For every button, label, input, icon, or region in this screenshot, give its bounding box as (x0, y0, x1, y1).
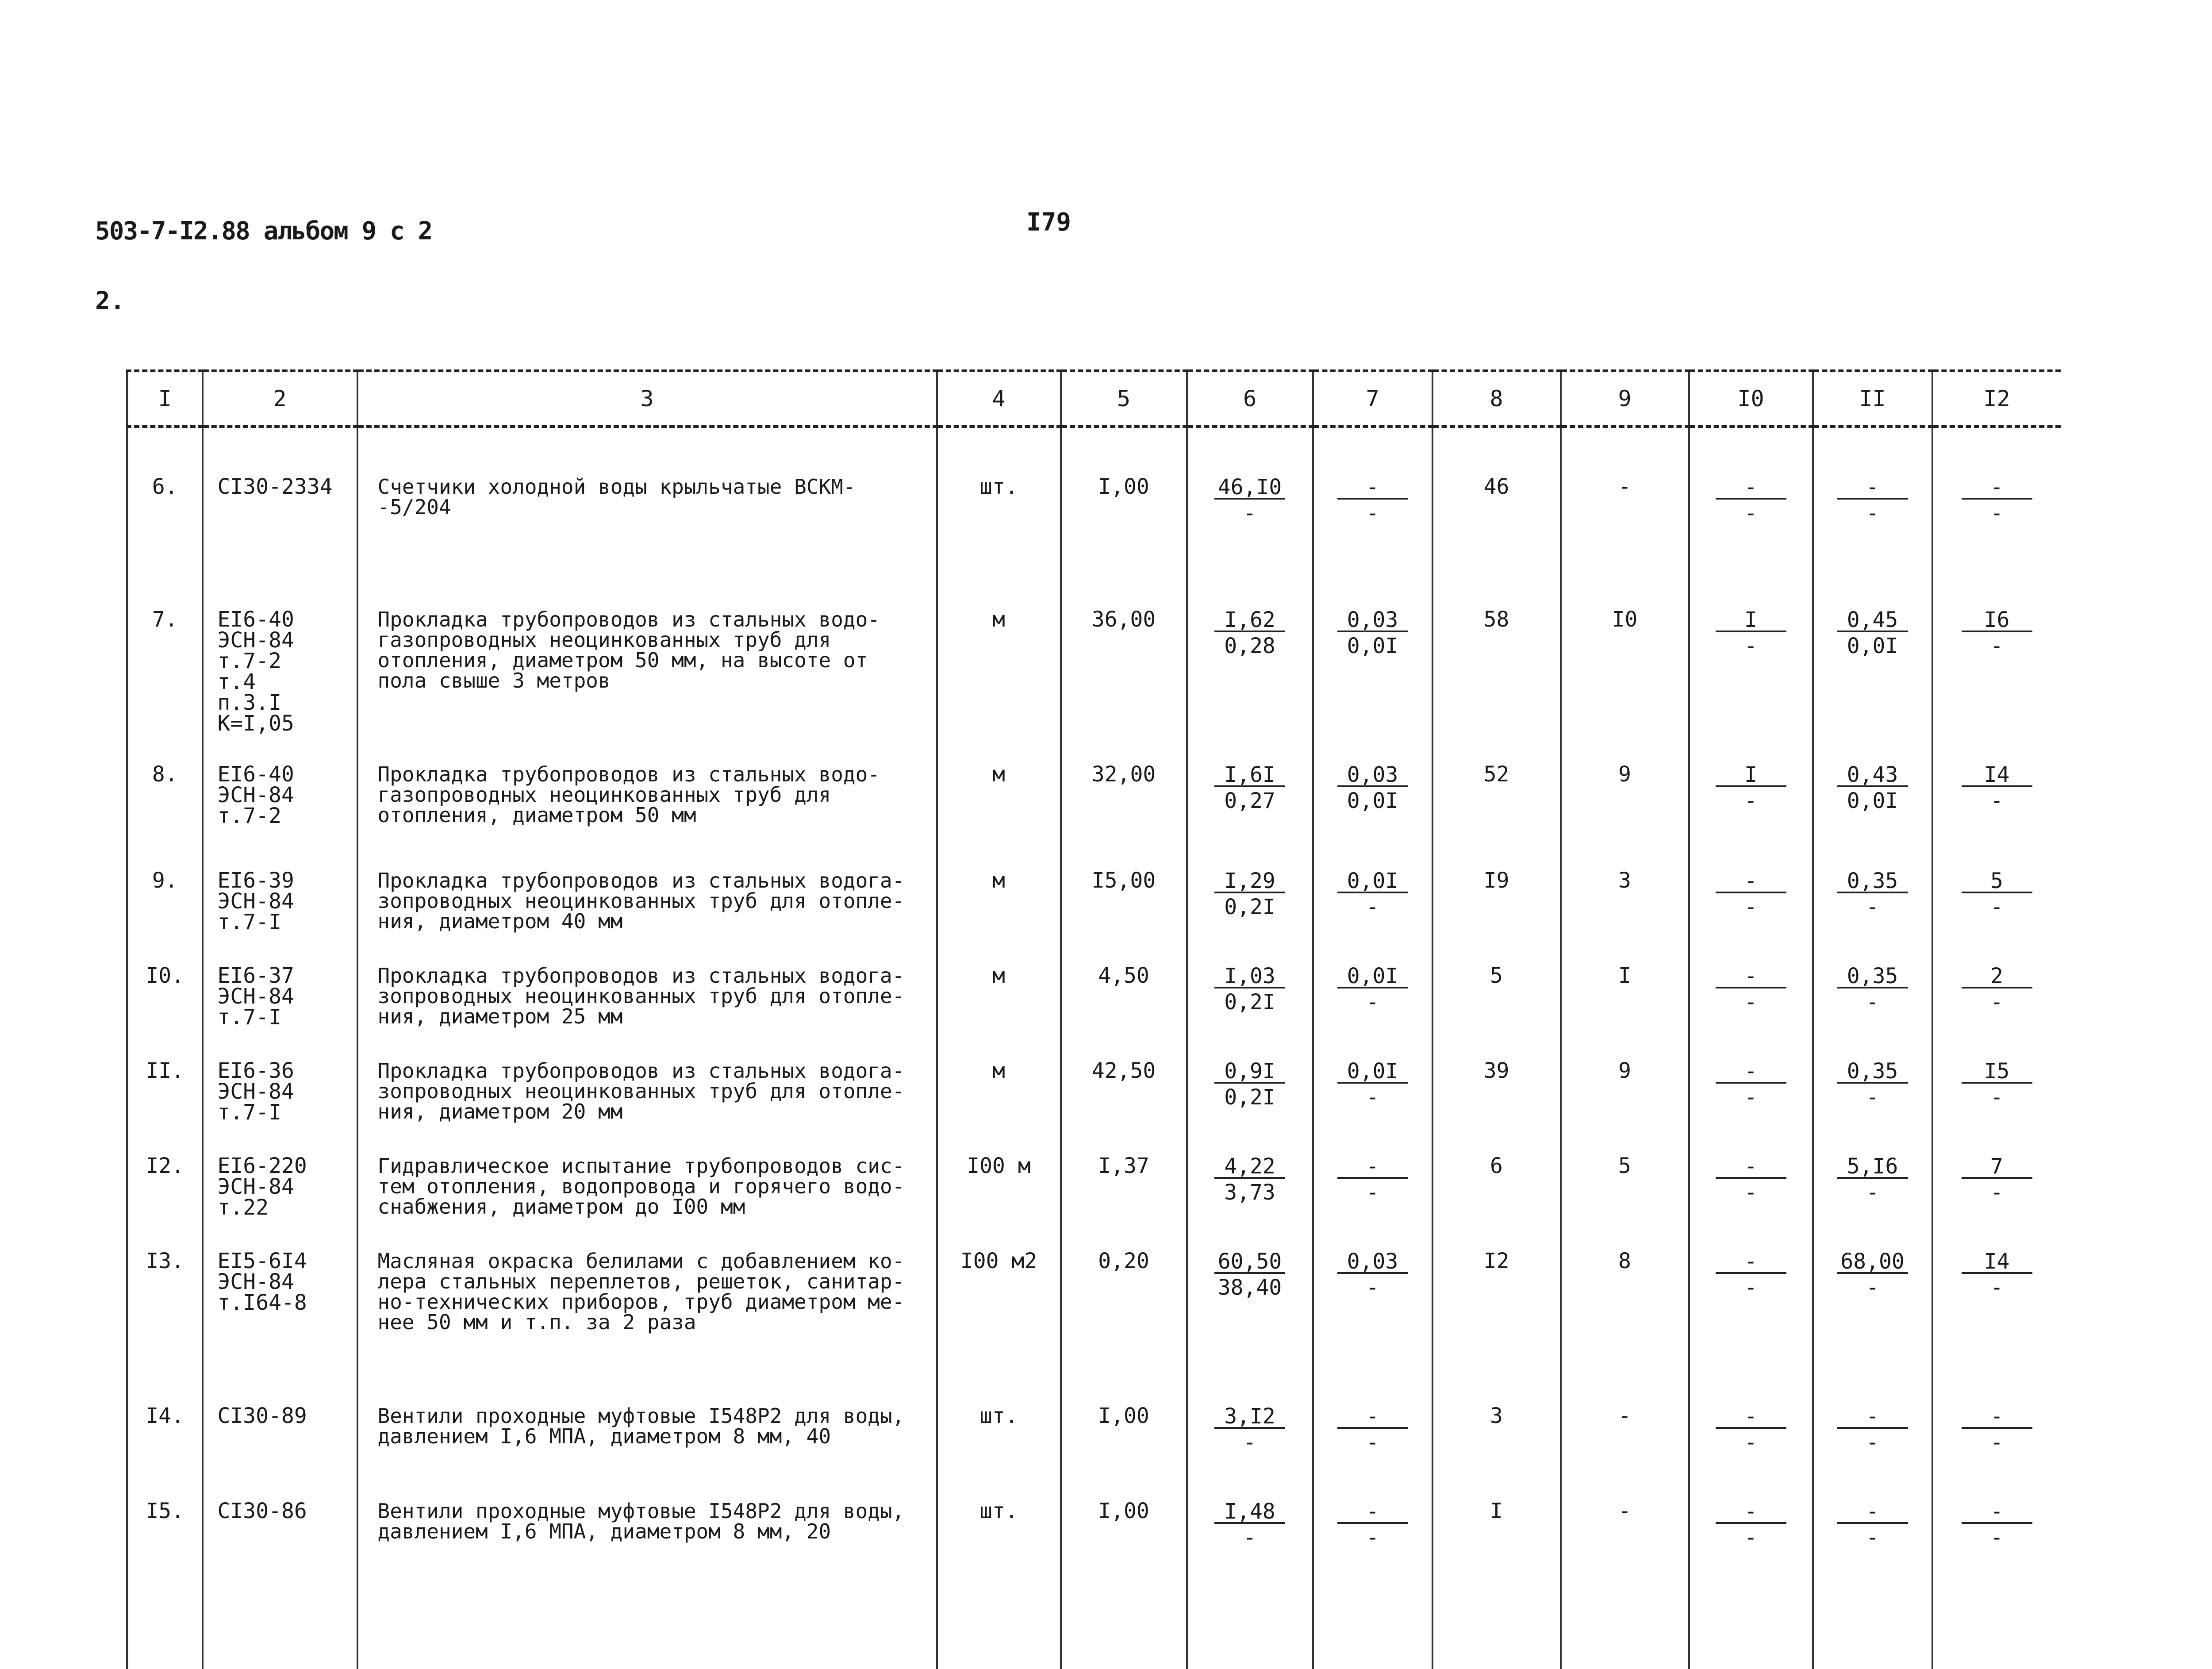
value-cell (1187, 1156, 1313, 1251)
value-cell (1689, 427, 1813, 609)
fraction-bottom: - (1744, 895, 1757, 919)
work-description: Прокладка трубопроводов из стальных водо- газопроводных неоцинкованных труб для отопления, диаметром 50 мм (357, 764, 937, 870)
fraction-top: - (1716, 1501, 1786, 1524)
fraction-bottom: - (1744, 501, 1757, 526)
fraction (1837, 1251, 1908, 1301)
work-description: Вентили проходные муфтовые I548Р2 для воды, давлением I,6 МПА, диаметром 8 мм, 20 (357, 1501, 937, 1669)
fraction-bottom: - (1744, 1525, 1757, 1550)
fraction (1337, 1061, 1408, 1111)
fraction (1214, 1251, 1285, 1301)
value-cell (1813, 1501, 1932, 1669)
value-cell (1313, 609, 1432, 764)
table-row (127, 965, 2061, 1061)
value-cell: 46 (1432, 427, 1561, 609)
fraction (1716, 1251, 1786, 1301)
fraction (1716, 609, 1786, 660)
fraction-bottom: - (1866, 1430, 1879, 1455)
fraction-top: I,03 (1214, 965, 1285, 988)
fraction-bottom: 0,0I (1847, 788, 1898, 813)
column-header: 7 (1313, 371, 1432, 427)
fraction-top: - (1962, 1406, 2032, 1429)
value-cell (1689, 1061, 1813, 1156)
value-cell (1932, 1156, 2061, 1251)
fraction-top: - (1337, 1501, 1408, 1524)
fraction (1337, 1251, 1408, 1301)
value-cell (1187, 764, 1313, 870)
value-cell (1689, 609, 1813, 764)
fraction-bottom: - (1990, 1275, 2003, 1300)
value-cell (1813, 1156, 1932, 1251)
fraction (1337, 1501, 1408, 1551)
row-number: 6. (127, 427, 203, 609)
fraction-bottom: - (1366, 895, 1379, 919)
value-cell (1313, 1156, 1432, 1251)
fraction (1716, 965, 1786, 1016)
fraction-top: 2 (1962, 965, 2032, 988)
fraction-top: - (1716, 1061, 1786, 1084)
fraction (1962, 1061, 2032, 1111)
fraction-top: I6 (1962, 609, 2032, 632)
fraction-top: 0,03 (1337, 609, 1408, 632)
fraction (1214, 1061, 1285, 1111)
fraction-bottom: - (1744, 1085, 1757, 1110)
value-cell (1187, 427, 1313, 609)
column-header: 4 (937, 371, 1061, 427)
value-cell: - (1561, 427, 1689, 609)
fraction (1837, 764, 1908, 815)
fraction (1837, 1406, 1908, 1456)
fraction-top: - (1837, 1406, 1908, 1429)
table-row (127, 1061, 2061, 1156)
column-header: 6 (1187, 371, 1313, 427)
table-row (127, 870, 2061, 965)
value-cell (1689, 764, 1813, 870)
fraction (1716, 477, 1786, 527)
fraction (1716, 1156, 1786, 1206)
work-description: Гидравлическое испытание трубопроводов сис- тем отопления, водопровода и горячего водо- снабжения, диаметром до I00 мм (357, 1156, 937, 1251)
value-cell (1813, 1061, 1932, 1156)
fraction-top: - (1337, 1156, 1408, 1179)
work-description: Масляная окраска белилами с добавлением ко- лера стальных переплетов, решеток, санитар- но-технических приборов, труб диаметром ме- нее 50 мм и т.п. за 2 раза (357, 1251, 937, 1406)
fraction-bottom: - (1366, 501, 1379, 526)
fraction-top: - (1962, 1501, 2032, 1524)
value-cell (1932, 1501, 2061, 1669)
value-cell (1932, 427, 2061, 609)
fraction-top: 0,35 (1837, 870, 1908, 893)
row-number: I2. (127, 1156, 203, 1251)
norm-code: EI6-40 ЭСН-84 т.7-2 (203, 764, 357, 870)
unit-of-measure: I00 м2 (937, 1251, 1061, 1406)
value-cell: 6 (1432, 1156, 1561, 1251)
value-cell: 9 (1561, 1061, 1689, 1156)
value-cell (1689, 1156, 1813, 1251)
work-description: Прокладка трубопроводов из стальных водо- газопроводных неоцинкованных труб для отопления, диаметром 50 мм, на высоте от пола свыше 3 метров (357, 609, 937, 764)
fraction-bottom: - (1990, 634, 2003, 658)
quantity: 32,00 (1061, 764, 1187, 870)
norm-code: EI6-40 ЭСН-84 т.7-2 т.4 п.3.I К=I,05 (203, 609, 357, 764)
fraction-top: - (1337, 477, 1408, 500)
fraction (1214, 1156, 1285, 1206)
value-cell: I (1561, 965, 1689, 1061)
fraction-top: I4 (1962, 1251, 2032, 1274)
work-description: Прокладка трубопроводов из стальных водога- зопроводных неоцинкованных труб для отопле- ния, диаметром 40 мм (357, 870, 937, 965)
fraction (1962, 1501, 2032, 1551)
value-cell (1932, 764, 2061, 870)
fraction-top: I (1716, 764, 1786, 787)
fraction-top: - (1716, 1156, 1786, 1179)
fraction-bottom: 0,28 (1224, 634, 1275, 658)
norm-code: EI6-36 ЭСН-84 т.7-I (203, 1061, 357, 1156)
value-cell (1689, 1406, 1813, 1501)
fraction-top: - (1716, 870, 1786, 893)
fraction-bottom: - (1866, 501, 1879, 526)
fraction-top: - (1716, 1251, 1786, 1274)
table-row (127, 1501, 2061, 1669)
fraction (1337, 764, 1408, 815)
fraction (1716, 1501, 1786, 1551)
fraction-bottom: - (1744, 1430, 1757, 1455)
value-cell (1313, 427, 1432, 609)
fraction (1716, 1061, 1786, 1111)
fraction (1837, 609, 1908, 660)
fraction (1837, 1501, 1908, 1551)
value-cell (1313, 870, 1432, 965)
fraction-bottom: 0,2I (1224, 990, 1275, 1015)
fraction-top: 0,03 (1337, 764, 1408, 787)
fraction-bottom: - (1866, 990, 1879, 1015)
fraction-bottom: 0,0I (1847, 634, 1898, 658)
value-cell (1187, 1406, 1313, 1501)
fraction-top: 5,I6 (1837, 1156, 1908, 1179)
fraction-bottom: - (1366, 990, 1379, 1015)
quantity: I,37 (1061, 1156, 1187, 1251)
value-cell: - (1561, 1501, 1689, 1669)
quantity: I5,00 (1061, 870, 1187, 965)
fraction-top: - (1716, 965, 1786, 988)
norm-code: CI30-89 (203, 1406, 357, 1501)
fraction (1214, 477, 1285, 527)
fraction-bottom: - (1866, 1180, 1879, 1205)
row-number: 8. (127, 764, 203, 870)
fraction-top: 0,0I (1337, 870, 1408, 893)
fraction (1962, 870, 2032, 921)
fraction-top: - (1716, 477, 1786, 500)
fraction (1962, 965, 2032, 1016)
value-cell (1813, 870, 1932, 965)
value-cell (1813, 965, 1932, 1061)
value-cell (1187, 1501, 1313, 1669)
value-cell (1932, 1251, 2061, 1406)
document-code: 503-7-I2.88 альбом 9 с 2 (95, 217, 432, 246)
fraction-bottom: - (1990, 1085, 2003, 1110)
fraction-bottom: 0,27 (1224, 788, 1275, 813)
fraction (1837, 1061, 1908, 1111)
fraction-bottom: - (1744, 1275, 1757, 1300)
value-cell: I9 (1432, 870, 1561, 965)
value-cell: 9 (1561, 764, 1689, 870)
value-cell (1932, 1061, 2061, 1156)
fraction (1214, 764, 1285, 815)
table-row (127, 609, 2061, 764)
page-number: I79 (1026, 208, 1071, 237)
quantity: 4,50 (1061, 965, 1187, 1061)
quantity: 0,20 (1061, 1251, 1187, 1406)
fraction-bottom: - (1366, 1430, 1379, 1455)
fraction-bottom: - (1366, 1180, 1379, 1205)
value-cell: I (1432, 1501, 1561, 1669)
column-header-row (127, 371, 2061, 427)
unit-of-measure: м (937, 609, 1061, 764)
fraction-top: - (1837, 1501, 1908, 1524)
fraction-top: I,6I (1214, 764, 1285, 787)
value-cell (1313, 1501, 1432, 1669)
fraction-top: - (1716, 1406, 1786, 1429)
fraction-top: 46,I0 (1214, 477, 1285, 500)
value-cell: - (1561, 1406, 1689, 1501)
fraction-top: 68,00 (1837, 1251, 1908, 1274)
value-cell (1187, 609, 1313, 764)
fraction-bottom: - (1243, 501, 1256, 526)
row-number: I4. (127, 1406, 203, 1501)
value-cell (1813, 1406, 1932, 1501)
unit-of-measure: м (937, 1061, 1061, 1156)
value-cell (1313, 1406, 1432, 1501)
fraction-bottom: - (1990, 895, 2003, 919)
fraction-bottom: - (1990, 501, 2003, 526)
value-cell (1313, 1251, 1432, 1406)
value-cell: 52 (1432, 764, 1561, 870)
value-cell (1932, 609, 2061, 764)
column-header: 8 (1432, 371, 1561, 427)
value-cell: 5 (1561, 1156, 1689, 1251)
value-cell: 8 (1561, 1251, 1689, 1406)
fraction-bottom: - (1366, 1525, 1379, 1550)
value-cell (1313, 764, 1432, 870)
fraction (1214, 1406, 1285, 1456)
fraction (1962, 1251, 2032, 1301)
fraction-bottom: 0,2I (1224, 1085, 1275, 1110)
fraction-bottom: - (1990, 990, 2003, 1015)
value-cell (1187, 870, 1313, 965)
norm-code: EI6-220 ЭСН-84 т.22 (203, 1156, 357, 1251)
fraction-top: - (1337, 1406, 1408, 1429)
column-header: 5 (1061, 371, 1187, 427)
fraction (1837, 477, 1908, 527)
fraction-bottom: - (1990, 1180, 2003, 1205)
value-cell (1689, 870, 1813, 965)
fraction (1337, 477, 1408, 527)
row-number: II. (127, 1061, 203, 1156)
table-row (127, 764, 2061, 870)
fraction (1214, 870, 1285, 921)
fraction-top: I,48 (1214, 1501, 1285, 1524)
value-cell (1689, 1501, 1813, 1669)
row-number: 9. (127, 870, 203, 965)
fraction-bottom: - (1744, 788, 1757, 813)
fraction-top: 5 (1962, 870, 2032, 893)
norm-code: EI6-37 ЭСН-84 т.7-I (203, 965, 357, 1061)
value-cell (1187, 1251, 1313, 1406)
fraction (1214, 1501, 1285, 1551)
fraction-top: I4 (1962, 764, 2032, 787)
value-cell (1187, 1061, 1313, 1156)
column-header: 2 (203, 371, 357, 427)
fraction (1214, 965, 1285, 1016)
norm-code: CI30-2334 (203, 427, 357, 609)
fraction-top: 0,43 (1837, 764, 1908, 787)
row-number: I3. (127, 1251, 203, 1406)
fraction-bottom: - (1243, 1430, 1256, 1455)
value-cell: 3 (1561, 870, 1689, 965)
fraction (1716, 764, 1786, 815)
column-header: I0 (1689, 371, 1813, 427)
unit-of-measure: м (937, 764, 1061, 870)
fraction-bottom: 3,73 (1224, 1180, 1275, 1205)
row-number: 7. (127, 609, 203, 764)
fraction-top: 0,35 (1837, 1061, 1908, 1084)
table-row (127, 1251, 2061, 1406)
fraction (1962, 764, 2032, 815)
table-row (127, 1156, 2061, 1251)
fraction-top: 7 (1962, 1156, 2032, 1179)
fraction-bottom: 0,0I (1347, 788, 1398, 813)
value-cell: 3 (1432, 1406, 1561, 1501)
fraction (1837, 870, 1908, 921)
value-cell (1813, 1251, 1932, 1406)
column-header: II (1813, 371, 1932, 427)
fraction-top: 0,0I (1337, 965, 1408, 988)
fraction (1962, 609, 2032, 660)
norm-code: EI5-6I4 ЭСН-84 т.I64-8 (203, 1251, 357, 1406)
row-number: I0. (127, 965, 203, 1061)
value-cell: 58 (1432, 609, 1561, 764)
fraction-bottom: - (1744, 1180, 1757, 1205)
table-row (127, 427, 2061, 609)
fraction-bottom: - (1866, 1085, 1879, 1110)
quantity: I,00 (1061, 1501, 1187, 1669)
table-row (127, 1406, 2061, 1501)
fraction (1337, 609, 1408, 660)
value-cell (1932, 965, 2061, 1061)
column-header: I (127, 371, 203, 427)
fraction-top: I,29 (1214, 870, 1285, 893)
fraction-bottom: - (1866, 895, 1879, 919)
value-cell: 5 (1432, 965, 1561, 1061)
fraction-bottom: - (1990, 1525, 2003, 1550)
fraction (1337, 1156, 1408, 1206)
fraction (1716, 1406, 1786, 1456)
fraction (1716, 870, 1786, 921)
fraction-top: 4,22 (1214, 1156, 1285, 1179)
value-cell (1689, 1251, 1813, 1406)
value-cell: I0 (1561, 609, 1689, 764)
value-cell (1813, 764, 1932, 870)
fraction-top: - (1837, 477, 1908, 500)
fraction-top: I5 (1962, 1061, 2032, 1084)
value-cell (1813, 609, 1932, 764)
fraction-bottom: - (1366, 1275, 1379, 1300)
fraction-bottom: 0,0I (1347, 634, 1398, 658)
fraction-top: 0,35 (1837, 965, 1908, 988)
fraction-bottom: - (1866, 1275, 1879, 1300)
fraction (1962, 1406, 2032, 1456)
value-cell (1313, 965, 1432, 1061)
unit-of-measure: м (937, 965, 1061, 1061)
fraction (1962, 477, 2032, 527)
value-cell: I2 (1432, 1251, 1561, 1406)
fraction-top: I (1716, 609, 1786, 632)
work-description: Счетчики холодной воды крыльчатые ВСКМ- -5/204 (357, 427, 937, 609)
norm-code: EI6-39 ЭСН-84 т.7-I (203, 870, 357, 965)
value-cell (1313, 1061, 1432, 1156)
fraction (1337, 870, 1408, 921)
fraction-top: 3,I2 (1214, 1406, 1285, 1429)
unit-of-measure: шт. (937, 1501, 1061, 1669)
quantity: I,00 (1061, 427, 1187, 609)
fraction-top: 0,9I (1214, 1061, 1285, 1084)
quantity: I,00 (1061, 1406, 1187, 1501)
quantity: 42,50 (1061, 1061, 1187, 1156)
fraction (1837, 965, 1908, 1016)
fraction (1837, 1156, 1908, 1206)
fraction-bottom: - (1990, 788, 2003, 813)
quantity: 36,00 (1061, 609, 1187, 764)
unit-of-measure: I00 м (937, 1156, 1061, 1251)
fraction-top: 60,50 (1214, 1251, 1285, 1274)
fraction-bottom: 0,2I (1224, 895, 1275, 919)
value-cell: 39 (1432, 1061, 1561, 1156)
value-cell (1187, 965, 1313, 1061)
fraction-bottom: - (1744, 634, 1757, 658)
unit-of-measure: шт. (937, 1406, 1061, 1501)
fraction-top: - (1962, 477, 2032, 500)
value-cell (1689, 965, 1813, 1061)
work-description: Прокладка трубопроводов из стальных водога- зопроводных неоцинкованных труб для отопле- ния, диаметром 25 мм (357, 965, 937, 1061)
norm-code: CI30-86 (203, 1501, 357, 1669)
fraction-top: 0,45 (1837, 609, 1908, 632)
fraction-bottom: - (1366, 1085, 1379, 1110)
work-description: Прокладка трубопроводов из стальных водога- зопроводных неоцинкованных труб для отопле- ния, диаметром 20 мм (357, 1061, 937, 1156)
value-cell (1813, 427, 1932, 609)
fraction-top: I,62 (1214, 609, 1285, 632)
fraction (1962, 1156, 2032, 1206)
value-cell (1932, 870, 2061, 965)
fraction-bottom: - (1744, 990, 1757, 1015)
fraction-top: 0,03 (1337, 1251, 1408, 1274)
unit-of-measure: м (937, 870, 1061, 965)
estimate-table (126, 369, 2061, 1669)
column-header: 3 (357, 371, 937, 427)
column-header: I2 (1932, 371, 2061, 427)
column-header: 9 (1561, 371, 1689, 427)
fraction-bottom: - (1243, 1525, 1256, 1550)
work-description: Вентили проходные муфтовые I548Р2 для воды, давлением I,6 МПА, диаметром 8 мм, 40 (357, 1406, 937, 1501)
fraction-top: 0,0I (1337, 1061, 1408, 1084)
value-cell (1932, 1406, 2061, 1501)
sheet-number: 2. (95, 287, 125, 315)
fraction (1337, 1406, 1408, 1456)
unit-of-measure: шт. (937, 427, 1061, 609)
fraction (1337, 965, 1408, 1016)
fraction-bottom: - (1990, 1430, 2003, 1455)
fraction (1214, 609, 1285, 660)
fraction-bottom: - (1866, 1525, 1879, 1550)
row-number: I5. (127, 1501, 203, 1669)
fraction-bottom: 38,40 (1217, 1275, 1282, 1300)
